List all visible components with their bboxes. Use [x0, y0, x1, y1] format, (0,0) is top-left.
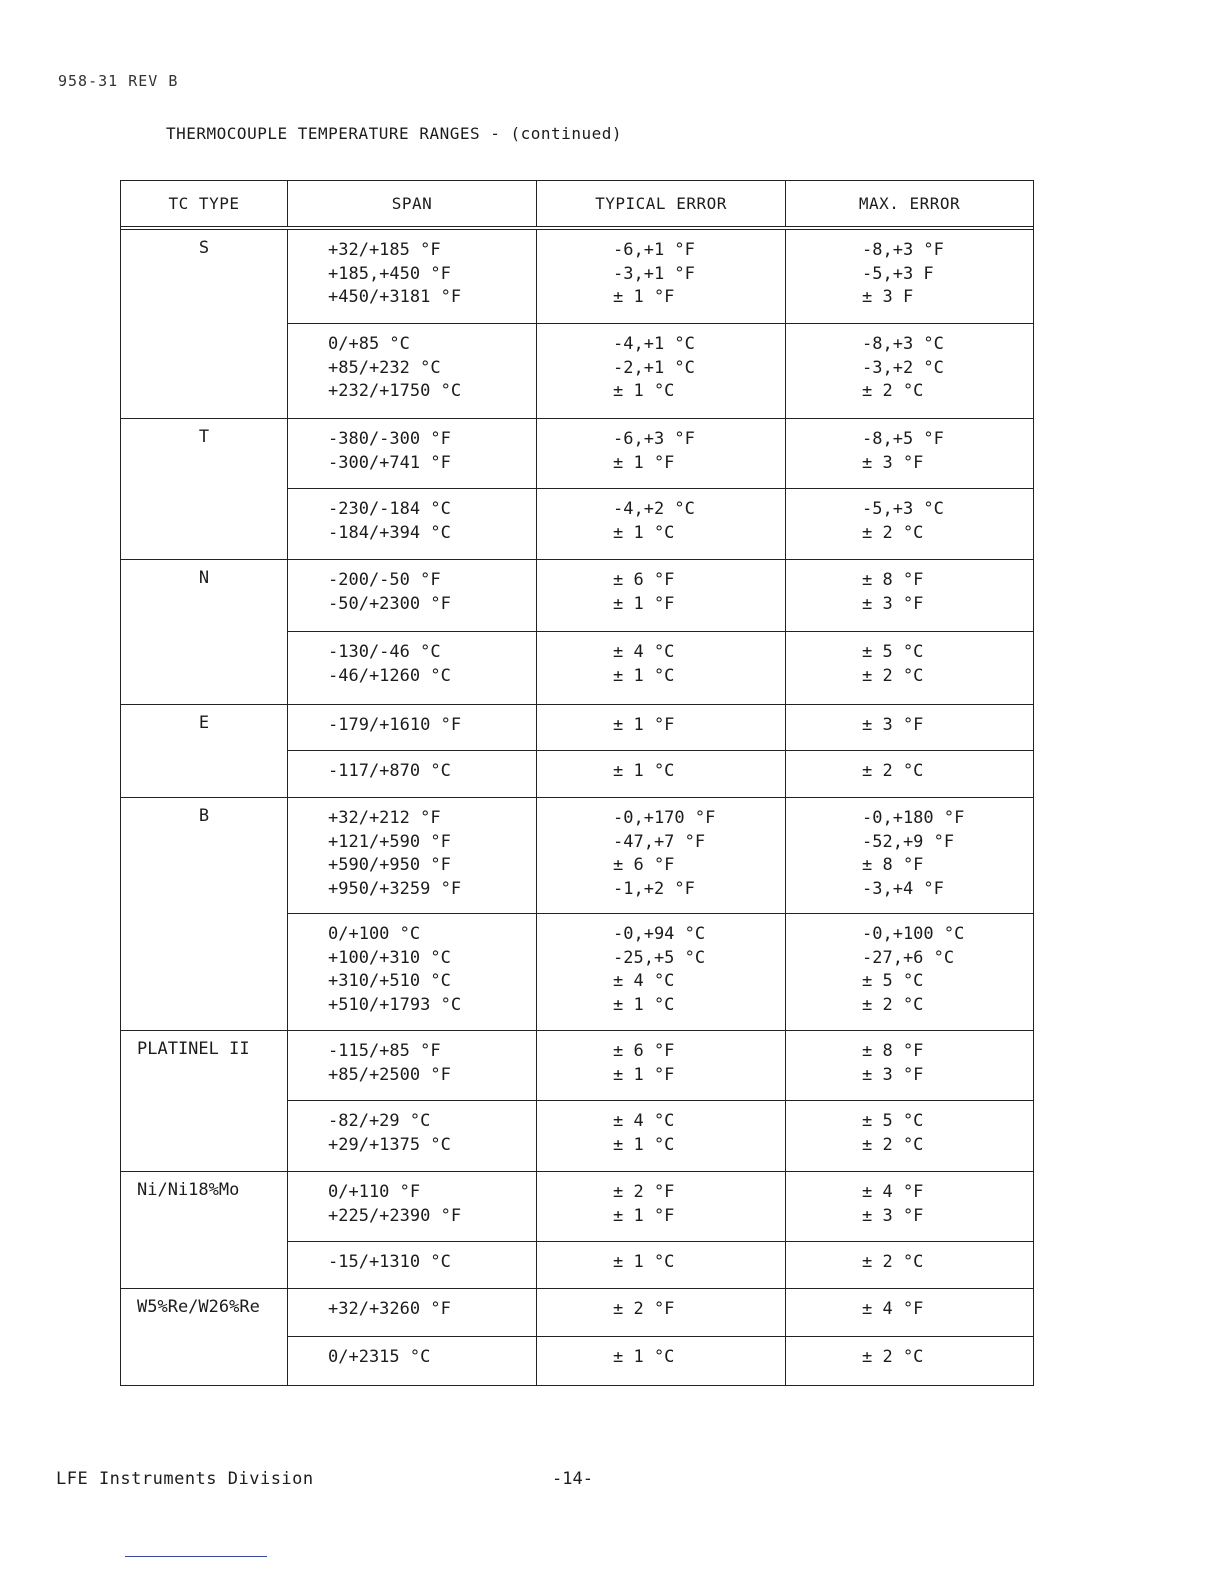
max-error-cell: [786, 914, 1033, 1030]
max-error-cell: [786, 1289, 1033, 1336]
cell-line: ± 2 °C: [862, 522, 924, 543]
cell-line: -47,+7 °F: [613, 831, 706, 852]
cell-line: -8,+3 °C: [862, 334, 944, 354]
cell-line: ± 1 °F: [613, 287, 675, 307]
cell-line: 0/+85 °C: [328, 334, 410, 354]
tc-subrows: [288, 705, 1033, 797]
page-number: -14-: [552, 1469, 593, 1489]
cell-line: ± 1 °C: [613, 994, 675, 1015]
column-header-tc-type: TC TYPE: [121, 181, 288, 226]
typical-error-cell: [537, 1337, 786, 1385]
typical-error-cell: [537, 751, 786, 797]
footer-division: LFE Instruments Division: [56, 1469, 314, 1489]
cell-line: +32/+212 °F: [328, 808, 441, 828]
span-cell: [288, 1101, 537, 1171]
tc-subrows: [288, 1172, 1033, 1288]
span-cell: [288, 798, 537, 913]
cell-line: ± 4 °C: [613, 1111, 675, 1131]
cell-line: +121/+590 °F: [328, 831, 451, 852]
cell-line: ± 2 °C: [862, 994, 924, 1015]
cell-line: -130/-46 °C: [328, 642, 441, 662]
cell-line: -25,+5 °C: [613, 947, 706, 968]
typical-error-cell: [537, 1031, 786, 1100]
tc-subrows: [288, 560, 1033, 704]
cell-line: +510/+1793 °C: [328, 994, 462, 1015]
cell-line: ± 4 °F: [862, 1299, 924, 1319]
typical-error-cell: [537, 1172, 786, 1241]
cell-line: +310/+510 °C: [328, 971, 451, 991]
cell-line: ± 8 °F: [862, 570, 924, 590]
table-row: [288, 1172, 1033, 1242]
cell-line: ± 3 °F: [862, 593, 924, 614]
page-title: THERMOCOUPLE TEMPERATURE RANGES - (continued): [166, 124, 622, 143]
max-error-cell: [786, 798, 1033, 913]
cell-line: -46/+1260 °C: [328, 665, 451, 686]
tc-type-cell: B: [121, 798, 288, 1030]
cell-line: ± 3 °F: [862, 1205, 924, 1226]
cell-line: -179/+1610 °F: [328, 715, 462, 735]
tc-subrows: [288, 798, 1033, 1030]
column-header-max-error: MAX. ERROR: [858, 194, 961, 213]
cell-line: ± 1 °F: [613, 1205, 675, 1226]
cell-line: +32/+185 °F: [328, 240, 441, 260]
max-error-cell: [786, 419, 1033, 488]
cell-line: -117/+870 °C: [328, 761, 451, 781]
max-error-cell: [786, 324, 1033, 418]
cell-line: -115/+85 °F: [328, 1041, 441, 1061]
cell-line: ± 2 °C: [862, 381, 924, 401]
tc-group: [121, 705, 1033, 798]
cell-line: +85/+232 °C: [328, 357, 441, 378]
cell-line: ± 1 °F: [613, 1064, 675, 1085]
cell-line: ± 2 °F: [613, 1299, 675, 1319]
max-error-cell: [786, 560, 1033, 631]
cell-line: ± 4 °F: [862, 1182, 924, 1202]
typical-error-cell: [537, 1242, 786, 1288]
document-id: 958-31 REV B: [58, 72, 179, 90]
cell-line: ± 8 °F: [862, 1041, 924, 1061]
span-cell: [288, 560, 537, 631]
cell-line: +32/+3260 °F: [328, 1299, 451, 1319]
tc-type-cell: PLATINEL II: [121, 1031, 288, 1171]
typical-error-cell: [537, 489, 786, 559]
table-row: [288, 1337, 1033, 1385]
span-cell: [288, 1031, 537, 1100]
typical-error-cell: [537, 798, 786, 913]
cell-line: 0/+110 °F: [328, 1182, 421, 1202]
cell-line: ± 1 °F: [613, 593, 675, 614]
typical-error-cell: [537, 230, 786, 323]
cell-line: -8,+3 °F: [862, 240, 944, 260]
max-error-cell: [786, 489, 1033, 559]
tc-group: [121, 1031, 1033, 1172]
tc-subrows: [288, 1031, 1033, 1171]
cell-line: ± 1 °F: [613, 452, 675, 473]
cell-line: ± 1 °C: [613, 1134, 675, 1155]
cell-line: -0,+170 °F: [613, 808, 716, 828]
cell-line: +232/+1750 °C: [328, 381, 462, 401]
span-cell: [288, 324, 537, 418]
typical-error-cell: [537, 419, 786, 488]
table-row: [288, 1242, 1033, 1288]
cell-line: -15/+1310 °C: [328, 1252, 451, 1272]
max-error-cell: [786, 1337, 1033, 1385]
cell-line: ± 1 °C: [613, 1252, 675, 1272]
tc-group: [121, 560, 1033, 705]
cell-line: ± 2 °F: [613, 1182, 675, 1202]
cell-line: ± 2 °C: [862, 761, 924, 781]
table-row: [288, 489, 1033, 559]
typical-error-cell: [537, 705, 786, 750]
thermocouple-table: [120, 180, 1034, 1386]
cell-line: -5,+3 F: [862, 263, 934, 284]
cell-line: +100/+310 °C: [328, 947, 451, 968]
table-row: [288, 1101, 1033, 1171]
cell-line: -50/+2300 °F: [328, 593, 451, 614]
span-cell: [288, 419, 537, 488]
cell-line: -4,+1 °C: [613, 334, 695, 354]
cell-line: -380/-300 °F: [328, 429, 451, 449]
max-error-cell: [786, 1101, 1033, 1171]
table-row: [288, 632, 1033, 704]
cell-line: ± 3 °F: [862, 715, 924, 735]
typical-error-cell: [537, 914, 786, 1030]
cell-line: -0,+180 °F: [862, 808, 965, 828]
span-cell: [288, 1289, 537, 1336]
cell-line: -6,+1 °F: [613, 240, 695, 260]
tc-group: [121, 230, 1033, 419]
cell-line: +950/+3259 °F: [328, 878, 462, 899]
typical-error-cell: [537, 324, 786, 418]
table-row: [288, 1289, 1033, 1337]
max-error-cell: [786, 1242, 1033, 1288]
footer-rule: [125, 1556, 267, 1557]
cell-line: ± 3 °F: [862, 452, 924, 473]
tc-group: [121, 419, 1033, 560]
cell-line: -8,+5 °F: [862, 429, 944, 449]
cell-line: 0/+100 °C: [328, 924, 421, 944]
table-row: [288, 419, 1033, 489]
max-error-cell: [786, 751, 1033, 797]
tc-type-cell: T: [121, 419, 288, 559]
cell-line: ± 5 °C: [862, 642, 924, 662]
table-row: [288, 751, 1033, 797]
table-header: [121, 181, 1033, 230]
max-error-cell: [786, 632, 1033, 704]
cell-line: ± 4 °C: [613, 971, 675, 991]
cell-line: ± 6 °F: [613, 570, 675, 590]
span-cell: [288, 1172, 537, 1241]
max-error-cell: [786, 230, 1033, 323]
cell-line: ± 5 °C: [862, 971, 924, 991]
table-row: [288, 798, 1033, 914]
cell-line: -52,+9 °F: [862, 831, 955, 852]
cell-line: -0,+100 °C: [862, 924, 965, 944]
cell-line: -3,+1 °F: [613, 263, 695, 284]
cell-line: +29/+1375 °C: [328, 1134, 451, 1155]
cell-line: -2,+1 °C: [613, 357, 695, 378]
tc-type-cell: S: [121, 230, 288, 418]
tc-group: [121, 1172, 1033, 1289]
cell-line: ± 1 °F: [613, 715, 675, 735]
table-row: [288, 560, 1033, 632]
table-row: [288, 914, 1033, 1030]
cell-line: ± 6 °F: [613, 855, 675, 875]
cell-line: -3,+4 °F: [862, 878, 944, 899]
cell-line: +185,+450 °F: [328, 263, 451, 284]
tc-subrows: [288, 230, 1033, 418]
table-body: [121, 230, 1033, 1385]
cell-line: ± 2 °C: [862, 1252, 924, 1272]
cell-line: ± 5 °C: [862, 1111, 924, 1131]
tc-group: [121, 798, 1033, 1031]
cell-line: -6,+3 °F: [613, 429, 695, 449]
table-row: [288, 1031, 1033, 1101]
cell-line: 0/+2315 °C: [328, 1347, 431, 1367]
cell-line: ± 1 °C: [613, 522, 675, 543]
cell-line: -300/+741 °F: [328, 452, 451, 473]
cell-line: -82/+29 °C: [328, 1111, 431, 1131]
cell-line: ± 2 °C: [862, 665, 924, 686]
span-cell: [288, 489, 537, 559]
tc-group: [121, 1289, 1033, 1385]
column-header-typical-error: TYPICAL ERROR: [537, 181, 786, 226]
span-cell: [288, 1337, 537, 1385]
cell-line: -230/-184 °C: [328, 499, 451, 519]
table-row: [288, 230, 1033, 324]
cell-line: ± 1 °C: [613, 1347, 675, 1367]
cell-line: +225/+2390 °F: [328, 1205, 462, 1226]
tc-subrows: [288, 419, 1033, 559]
max-error-cell: [786, 705, 1033, 750]
typical-error-cell: [537, 1289, 786, 1336]
tc-type-cell: E: [121, 705, 288, 797]
cell-line: +450/+3181 °F: [328, 287, 462, 307]
cell-line: ± 8 °F: [862, 855, 924, 875]
cell-line: -5,+3 °C: [862, 499, 944, 519]
cell-line: ± 3 °F: [862, 1064, 924, 1085]
cell-line: ± 1 °C: [613, 665, 675, 686]
tc-type-cell: Ni/Ni18%Mo: [121, 1172, 288, 1288]
cell-line: +590/+950 °F: [328, 855, 451, 875]
span-cell: [288, 1242, 537, 1288]
cell-line: +85/+2500 °F: [328, 1064, 451, 1085]
cell-line: ± 6 °F: [613, 1041, 675, 1061]
tc-subrows: [288, 1289, 1033, 1385]
cell-line: -0,+94 °C: [613, 924, 706, 944]
max-error-cell: [786, 1031, 1033, 1100]
cell-line: -184/+394 °C: [328, 522, 451, 543]
cell-line: -27,+6 °C: [862, 947, 955, 968]
cell-line: ± 2 °C: [862, 1134, 924, 1155]
cell-line: -200/-50 °F: [328, 570, 441, 590]
span-cell: [288, 632, 537, 704]
cell-line: -4,+2 °C: [613, 499, 695, 519]
max-error-cell: [786, 1172, 1033, 1241]
tc-type-cell: W5%Re/W26%Re: [121, 1289, 288, 1385]
span-cell: [288, 705, 537, 750]
span-cell: [288, 914, 537, 1030]
column-header-span: SPAN: [288, 181, 537, 226]
cell-line: ± 1 °C: [613, 761, 675, 781]
cell-line: ± 2 °C: [862, 1347, 924, 1367]
span-cell: [288, 751, 537, 797]
cell-line: -1,+2 °F: [613, 878, 695, 899]
table-row: [288, 324, 1033, 418]
typical-error-cell: [537, 560, 786, 631]
cell-line: ± 3 F: [862, 287, 914, 307]
cell-line: ± 1 °C: [613, 381, 675, 401]
span-cell: [288, 230, 537, 323]
typical-error-cell: [537, 1101, 786, 1171]
typical-error-cell: [537, 632, 786, 704]
tc-type-cell: N: [121, 560, 288, 704]
cell-line: -3,+2 °C: [862, 357, 944, 378]
table-row: [288, 705, 1033, 751]
cell-line: ± 4 °C: [613, 642, 675, 662]
